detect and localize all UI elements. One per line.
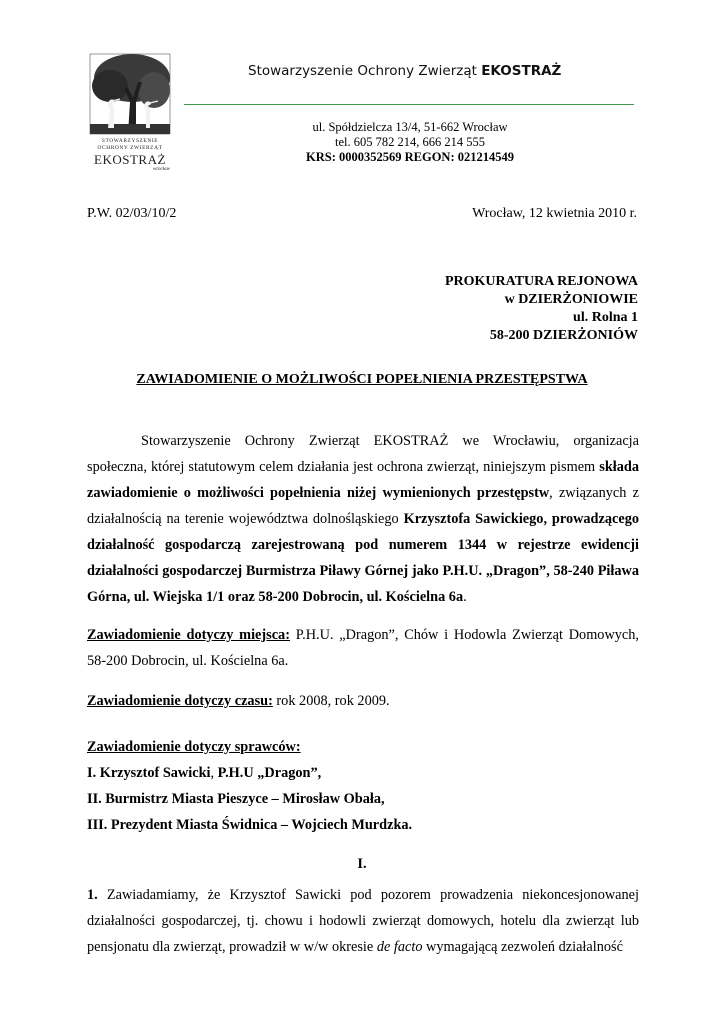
org-name-regular: Stowarzyszenie Ochrony Zwierząt	[248, 63, 477, 79]
logo-caption	[84, 138, 176, 173]
place-and-date: Wrocław, 12 kwietnia 2010 r.	[472, 206, 637, 221]
time-label: Zawiadomienie dotyczy czasu:	[87, 693, 273, 709]
perpetrator-1-name: I. Krzysztof Sawicki	[87, 765, 211, 781]
recipient-line-4: 58-200 DZIERŻONIÓW	[489, 328, 638, 343]
perpetrator-1-company: P.H.U „Dragon”,	[217, 765, 322, 781]
time-paragraph	[87, 688, 639, 714]
time-text: rok 2008, rok 2009.	[272, 693, 390, 709]
recipient-line-1: PROKURATURA REJONOWA	[444, 274, 638, 289]
place-text: P.H.U. „Dragon”, Chów i Hodowla Zwierząt Domowych, 58-200 Dobrocin, ul. Kościelna 6a.	[87, 627, 640, 669]
organization-phone: tel. 605 782 214, 666 214 555	[335, 135, 485, 149]
recipient-line-3: ul. Rolna 1	[573, 310, 638, 325]
organization-name	[248, 63, 561, 79]
intro-bold-2: Krzysztofa Sawickiego, prowadzącego działalność gospodarczą zarejestrowaną pod numerem 1344 w rejestrze ewidencji działalności gospodarczej Burmistrza Piławy Górnej jako P.H.U. „Dragon”, 58-240 Piława Górna, ul. Wiejska 1/1 oraz 58-200 Dobrocin, ul. Kościelna 6a	[87, 511, 639, 605]
perpetrators-paragraph	[87, 734, 639, 838]
organization-address-block	[180, 120, 640, 165]
recipient-line-2: w DZIERŻONIOWIE	[504, 292, 638, 307]
place-paragraph	[87, 622, 639, 674]
header-divider	[184, 104, 634, 105]
perpetrator-item-2: II. Burmistrz Miasta Pieszyce – Mirosław Obała,	[87, 791, 385, 807]
ekostraz-logo	[84, 52, 176, 178]
section-1-paragraph	[87, 882, 639, 960]
reference-number: P.W. 02/03/10/2	[87, 206, 177, 221]
organization-address: ul. Spółdzielcza 13/4, 51-662 Wrocław	[312, 120, 508, 134]
perpetrators-label: Zawiadomienie dotyczy sprawców:	[87, 739, 301, 755]
logo-line-4: wrocław	[152, 167, 170, 172]
organization-registry: KRS: 0000352569 REGON: 021214549	[306, 150, 514, 164]
logo-line-1: STOWARZYSZENIE	[101, 138, 159, 144]
perpetrator-item-1	[87, 760, 639, 786]
tree-heron-logo-icon	[84, 52, 176, 138]
section-1-item-number: 1.	[87, 887, 98, 903]
logo-line-2: OCHRONY ZWIERZĄT	[97, 144, 163, 151]
intro-text-3: .	[463, 589, 467, 605]
place-label: Zawiadomienie dotyczy miejsca:	[87, 627, 290, 643]
org-name-bold: EKOSTRAŻ	[481, 63, 562, 79]
perpetrator-item-3: III. Prezydent Miasta Świdnica – Wojciech Murdzka.	[87, 817, 413, 833]
perpetrator-1-separator: ,	[210, 765, 218, 781]
intro-text-1: Stowarzyszenie Ochrony Zwierząt EKOSTRAŻ we Wrocławiu, organizacja społeczna, której statutowym celem działania jest ochrona zwierząt, niniejszym pismem	[87, 433, 639, 475]
logo-line-3: EKOSTRAŻ	[94, 152, 166, 167]
section-1-italic: de facto	[376, 939, 423, 955]
intro-text-2: , związanych z działalnością na terenie województwa dolnośląskiego	[87, 485, 639, 527]
intro-bold-1: składa zawiadomienie o możliwości popełnienia niżej wymienionych przestępstw	[87, 459, 639, 501]
intro-paragraph	[87, 428, 639, 610]
recipient-block	[445, 273, 638, 345]
section-numeral: I.	[357, 856, 367, 872]
section-1-text-1: Zawiadamiamy, że Krzysztof Sawicki pod pozorem prowadzenia niekoncesjonowanej działalności gospodarczej, tj. chowu i hodowli zwierząt domowych, hotelu dla zwierząt lub pensjonatu dla zwierząt, prowadził w w/w okresie	[87, 887, 639, 955]
section-1-text-2: wymagającą zezwoleń działalność	[422, 939, 623, 955]
document-heading: ZAWIADOMIENIE O MOŻLIWOŚCI POPEŁNIENIA PRZESTĘPSTWA	[136, 372, 588, 387]
